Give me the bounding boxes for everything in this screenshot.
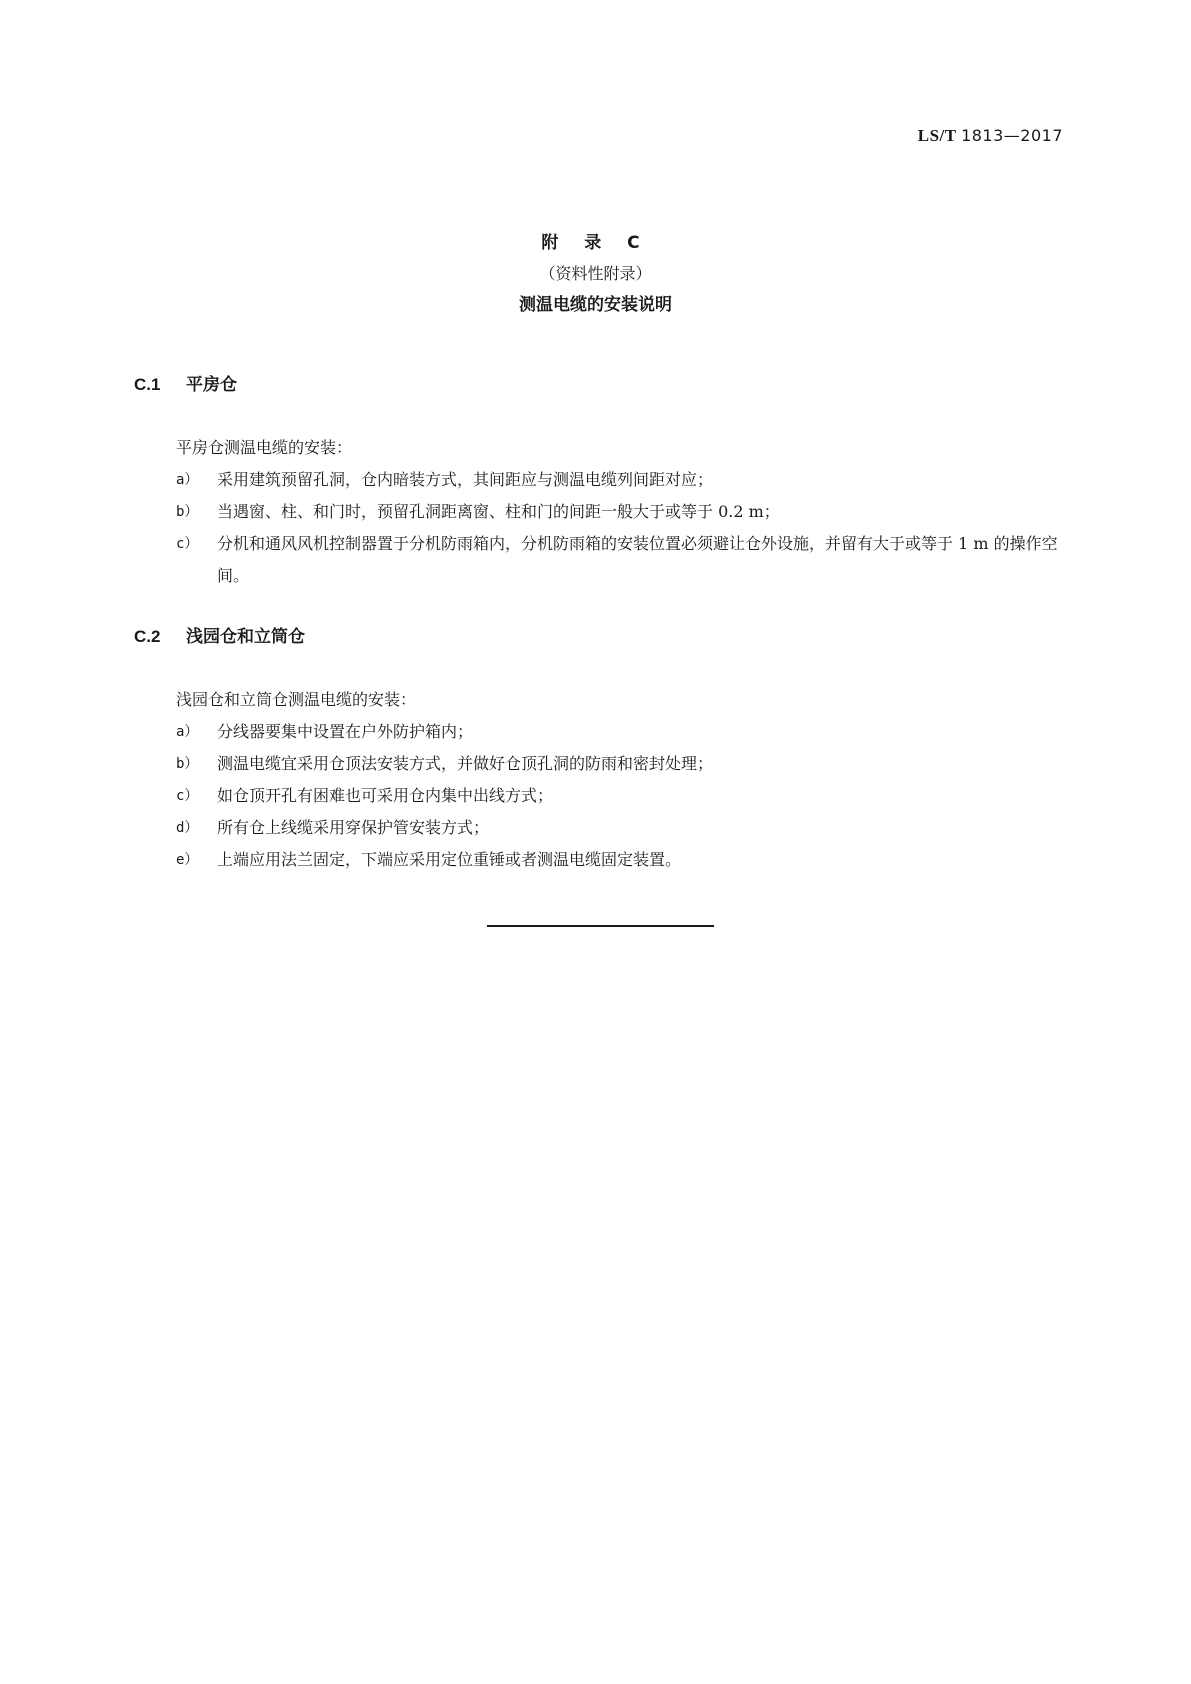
list-item-text: 所有仓上线缆采用穿保护管安装方式； [217,818,490,837]
appendix-title: 附 录 C [541,233,650,253]
list-item [134,844,1064,876]
section-c2 [134,624,1064,876]
standard-prefix: LS/T [917,126,957,145]
list-item-text: 当遇窗、柱、和门时，预留孔洞距离窗、柱和门的间距一般大于或等于 0.2 m； [217,502,780,521]
section-intro: 浅园仓和立筒仓测温电缆的安装： [176,690,417,709]
list-item-mark: a） [176,724,199,740]
section-number: C.2 [134,627,161,646]
list-item [134,496,1064,528]
appendix-type: （资料性附录） [539,264,652,283]
section-intro: 平房仓测温电缆的安装： [176,438,353,457]
section-title: 平房仓 [186,375,237,395]
list-item-mark: e） [176,852,199,868]
list-item-mark: c） [176,536,199,552]
end-rule [487,925,714,927]
list-item [134,748,1064,780]
list-item-text: 采用建筑预留孔洞，仓内暗装方式，其间距应与测温电缆列间距对应； [217,470,714,489]
list-item-text: 分线器要集中设置在户外防护箱内； [217,722,474,741]
section-heading [134,372,1064,398]
appendix-header [0,230,1191,318]
standard-number [918,126,1063,146]
list-item-text: 如仓顶开孔有困难也可采用仓内集中出线方式； [217,786,554,805]
list-item [134,812,1064,844]
list-item-mark: c） [176,788,199,804]
list-item-text: 测温电缆宜采用仓顶法安装方式，并做好仓顶孔洞的防雨和密封处理； [217,754,714,773]
list-item-mark: a） [176,472,199,488]
list-item [134,464,1064,496]
section-heading [134,624,1064,650]
section-c1 [134,372,1064,592]
list-item-text: 上端应用法兰固定，下端应采用定位重锤或者测温电缆固定装置。 [217,850,682,869]
standard-year: 1813—2017 [961,126,1063,145]
list-item-mark: b） [176,756,199,772]
list-item [134,716,1064,748]
list-item-mark: d） [176,820,199,836]
list-item-mark: b） [176,504,199,520]
section-number: C.1 [134,375,161,394]
list-item [134,528,1064,592]
list-item [134,780,1064,812]
section-title: 浅园仓和立筒仓 [186,627,305,647]
list-item-text: 分机和通风风机控制器置于分机防雨箱内，分机防雨箱的安装位置必须避让仓外设施，并留有大于或等于 1 m 的操作空间。 [217,534,1058,585]
appendix-name: 测温电缆的安装说明 [519,295,672,315]
